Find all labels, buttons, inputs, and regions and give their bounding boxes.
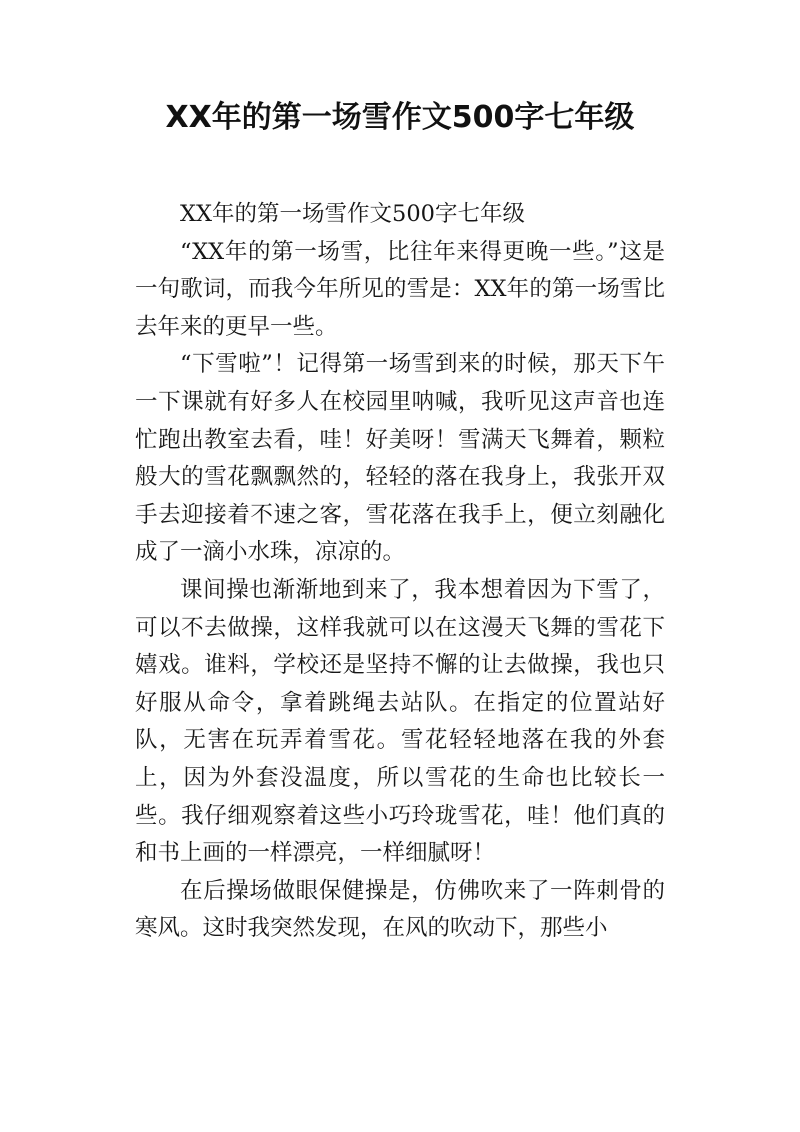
paragraph-subtitle: XX年的第一场雪作文500字七年级 bbox=[180, 201, 525, 227]
paragraph-exercise-break: 课间操也渐渐地到来了，我本想着因为下雪了，可以不去做操，这样我就可以在这漫天飞舞的雪花下嬉戏。谁料，学校还是坚持不懈的让去做操，我也只好服从命令，拿着跳绳去站队。在指定的位置站好队，无害在玩弄着雪花。雪花轻轻地落在我的外套上，因为外套没温度，所以雪花的生命也比较长一些。我仔细观察着这些小巧玲珑雪花，哇！他们真的和书上画的一样漂亮，一样细腻呀！ bbox=[135, 576, 665, 867]
paragraph-first-snow: “下雪啦”！记得第一场雪到来的时候，那天下午一下课就有好多人在校园里呐喊，我听见这声音也连忙跑出教室去看，哇！好美呀！雪满天飞舞着，颗粒般大的雪花飘飘然的，轻轻的落在我身上，我张开双手去迎接着不速之客，雪花落在我手上，便立刻融化成了一滴小水珠，凉凉的。 bbox=[135, 351, 665, 566]
paragraph-lyric: “XX年的第一场雪，比往年来得更晚一些。”这是一句歌词，而我今年所见的雪是：XX年的第一场雪比去年来的更早一些。 bbox=[135, 238, 665, 340]
document-body bbox=[135, 196, 665, 948]
document-title: XX年的第一场雪作文500字七年级 bbox=[165, 100, 635, 135]
paragraph-eye-exercise: 在后操场做眼保健操是，仿佛吹来了一阵刺骨的寒风。这时我突然发现，在风的吹动下，那些小 bbox=[135, 877, 665, 942]
